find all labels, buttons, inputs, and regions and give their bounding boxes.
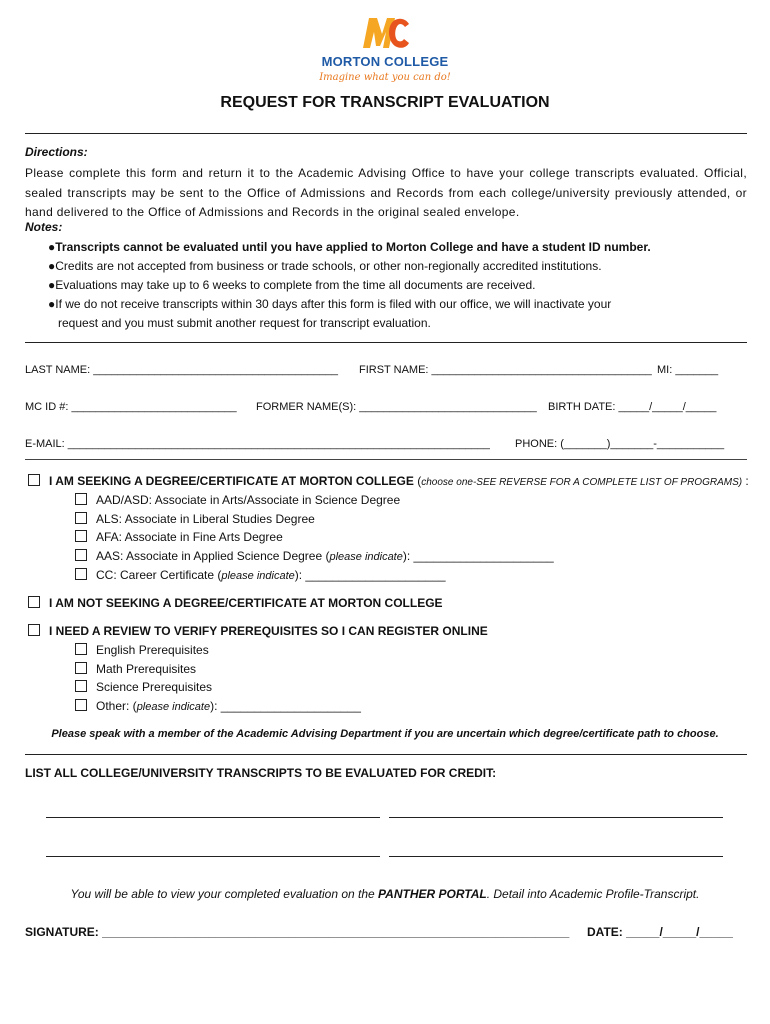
- former-names-field[interactable]: FORMER NAME(S): _____________________________: [256, 401, 537, 413]
- transcript-line-3[interactable]: [46, 856, 380, 857]
- middle-initial-field[interactable]: MI: _______: [657, 364, 719, 376]
- signature-field[interactable]: SIGNATURE: ______________________________________________________________________: [25, 925, 570, 939]
- not-seeking-option[interactable]: I AM NOT SEEKING A DEGREE/CERTIFICATE AT MORTON COLLEGE: [28, 596, 443, 610]
- fields-divider: [25, 459, 747, 460]
- prereq-review-checkbox[interactable]: [28, 624, 40, 636]
- aad-asd-checkbox[interactable]: [75, 493, 87, 505]
- prereq-option-english[interactable]: English Prerequisites: [75, 643, 209, 657]
- prereq-review-option[interactable]: I NEED A REVIEW TO VERIFY PREREQUISITES SO I CAN REGISTER ONLINE: [28, 624, 488, 638]
- logo-college-name: MORTON COLLEGE: [321, 54, 449, 69]
- last-name-field[interactable]: LAST NAME: ________________________________________: [25, 364, 338, 376]
- english-prereq-checkbox[interactable]: [75, 643, 87, 655]
- math-prereq-checkbox[interactable]: [75, 662, 87, 674]
- notes-list: [48, 238, 748, 333]
- list-divider: [25, 754, 747, 755]
- degree-seeking-option[interactable]: I AM SEEKING A DEGREE/CERTIFICATE AT MORTON COLLEGE (choose one-SEE REVERSE FOR A COMPLETE LIST OF PROGRAMS) :: [28, 474, 749, 488]
- directions-heading: Directions:: [25, 145, 88, 159]
- prereq-option-science[interactable]: Science Prerequisites: [75, 680, 212, 694]
- cc-checkbox[interactable]: [75, 568, 87, 580]
- first-name-field[interactable]: FIRST NAME: ____________________________________: [359, 364, 652, 376]
- transcript-line-1[interactable]: [46, 817, 380, 818]
- portal-note: You will be able to view your completed evaluation on the PANTHER PORTAL. Detail into Academic Profile-Transcript.: [70, 887, 700, 901]
- note-item: ●Credits are not accepted from business or trade schools, or other non-regionally accredited institutions.: [48, 259, 602, 273]
- degree-option-afa[interactable]: AFA: Associate in Fine Arts Degree: [75, 530, 283, 544]
- note-item: ●Transcripts cannot be evaluated until you have applied to Morton College and have a student ID number.: [48, 240, 651, 254]
- prereq-option-other[interactable]: Other: (please indicate): _____________________: [75, 699, 361, 713]
- als-checkbox[interactable]: [75, 512, 87, 524]
- degree-seeking-hint: choose one-SEE REVERSE FOR A COMPLETE LIST OF PROGRAMS): [421, 477, 743, 488]
- science-prereq-checkbox[interactable]: [75, 680, 87, 692]
- date-field[interactable]: DATE: _____/_____/_____: [587, 925, 733, 939]
- mc-id-field[interactable]: MC ID #: ___________________________: [25, 401, 237, 413]
- logo-tagline: Imagine what you can do!: [319, 72, 451, 83]
- degree-seeking-checkbox[interactable]: [28, 474, 40, 486]
- degree-option-aas[interactable]: AAS: Associate in Applied Science Degree (please indicate): _____________________: [75, 549, 554, 563]
- morton-college-logo-mark: [361, 14, 411, 50]
- page-title: REQUEST FOR TRANSCRIPT EVALUATION: [220, 94, 550, 111]
- degree-option-als[interactable]: ALS: Associate in Liberal Studies Degree: [75, 512, 315, 526]
- transcripts-list-heading: LIST ALL COLLEGE/UNIVERSITY TRANSCRIPTS TO BE EVALUATED FOR CREDIT:: [25, 766, 497, 780]
- phone-field[interactable]: PHONE: (_______)_______-___________: [515, 438, 725, 450]
- cc-indicate-field[interactable]: ): _____________________: [294, 568, 446, 582]
- degree-seeking-label: I AM SEEKING A DEGREE/CERTIFICATE AT MORTON COLLEGE: [49, 474, 414, 488]
- directions-body: Please complete this form and return it to the Academic Advising Office to have your college transcripts evaluated. Official, sealed transcripts may be sent to the Office of Admissions and Records from each college/university previously attended, or hand delivered to the Office of Admissions and Records in the original sealed envelope.: [25, 166, 747, 219]
- panther-portal-text: PANTHER PORTAL: [378, 887, 487, 901]
- note-item-continued: request and you must submit another request for transcript evaluation.: [58, 316, 431, 330]
- birth-date-field[interactable]: BIRTH DATE: _____/_____/_____: [548, 401, 717, 413]
- other-indicate-field[interactable]: ): _____________________: [210, 699, 361, 713]
- degree-option-cc[interactable]: CC: Career Certificate (please indicate): _____________________: [75, 568, 446, 582]
- prereq-option-math[interactable]: Math Prerequisites: [75, 662, 196, 676]
- transcript-line-2[interactable]: [389, 817, 723, 818]
- aas-checkbox[interactable]: [75, 549, 87, 561]
- title-divider: [25, 133, 747, 134]
- note-item: ●If we do not receive transcripts within 30 days after this form is filed with our office, we will inactivate your: [48, 297, 612, 311]
- afa-checkbox[interactable]: [75, 530, 87, 542]
- aas-indicate-field[interactable]: ): _____________________: [402, 549, 554, 563]
- note-item: ●Evaluations may take up to 6 weeks to complete from the time all documents are received.: [48, 278, 536, 292]
- other-prereq-checkbox[interactable]: [75, 699, 87, 711]
- notes-divider: [25, 342, 747, 343]
- email-field[interactable]: E-MAIL: _____________________________________________________________________: [25, 438, 490, 450]
- transcript-line-4[interactable]: [389, 856, 723, 857]
- notes-heading: Notes:: [25, 220, 63, 234]
- advising-note: Please speak with a member of the Academic Advising Department if you are uncertain which degree/certificate path to choose.: [51, 728, 719, 740]
- not-seeking-checkbox[interactable]: [28, 596, 40, 608]
- degree-option-aad-asd[interactable]: AAD/ASD: Associate in Arts/Associate in Science Degree: [75, 493, 400, 507]
